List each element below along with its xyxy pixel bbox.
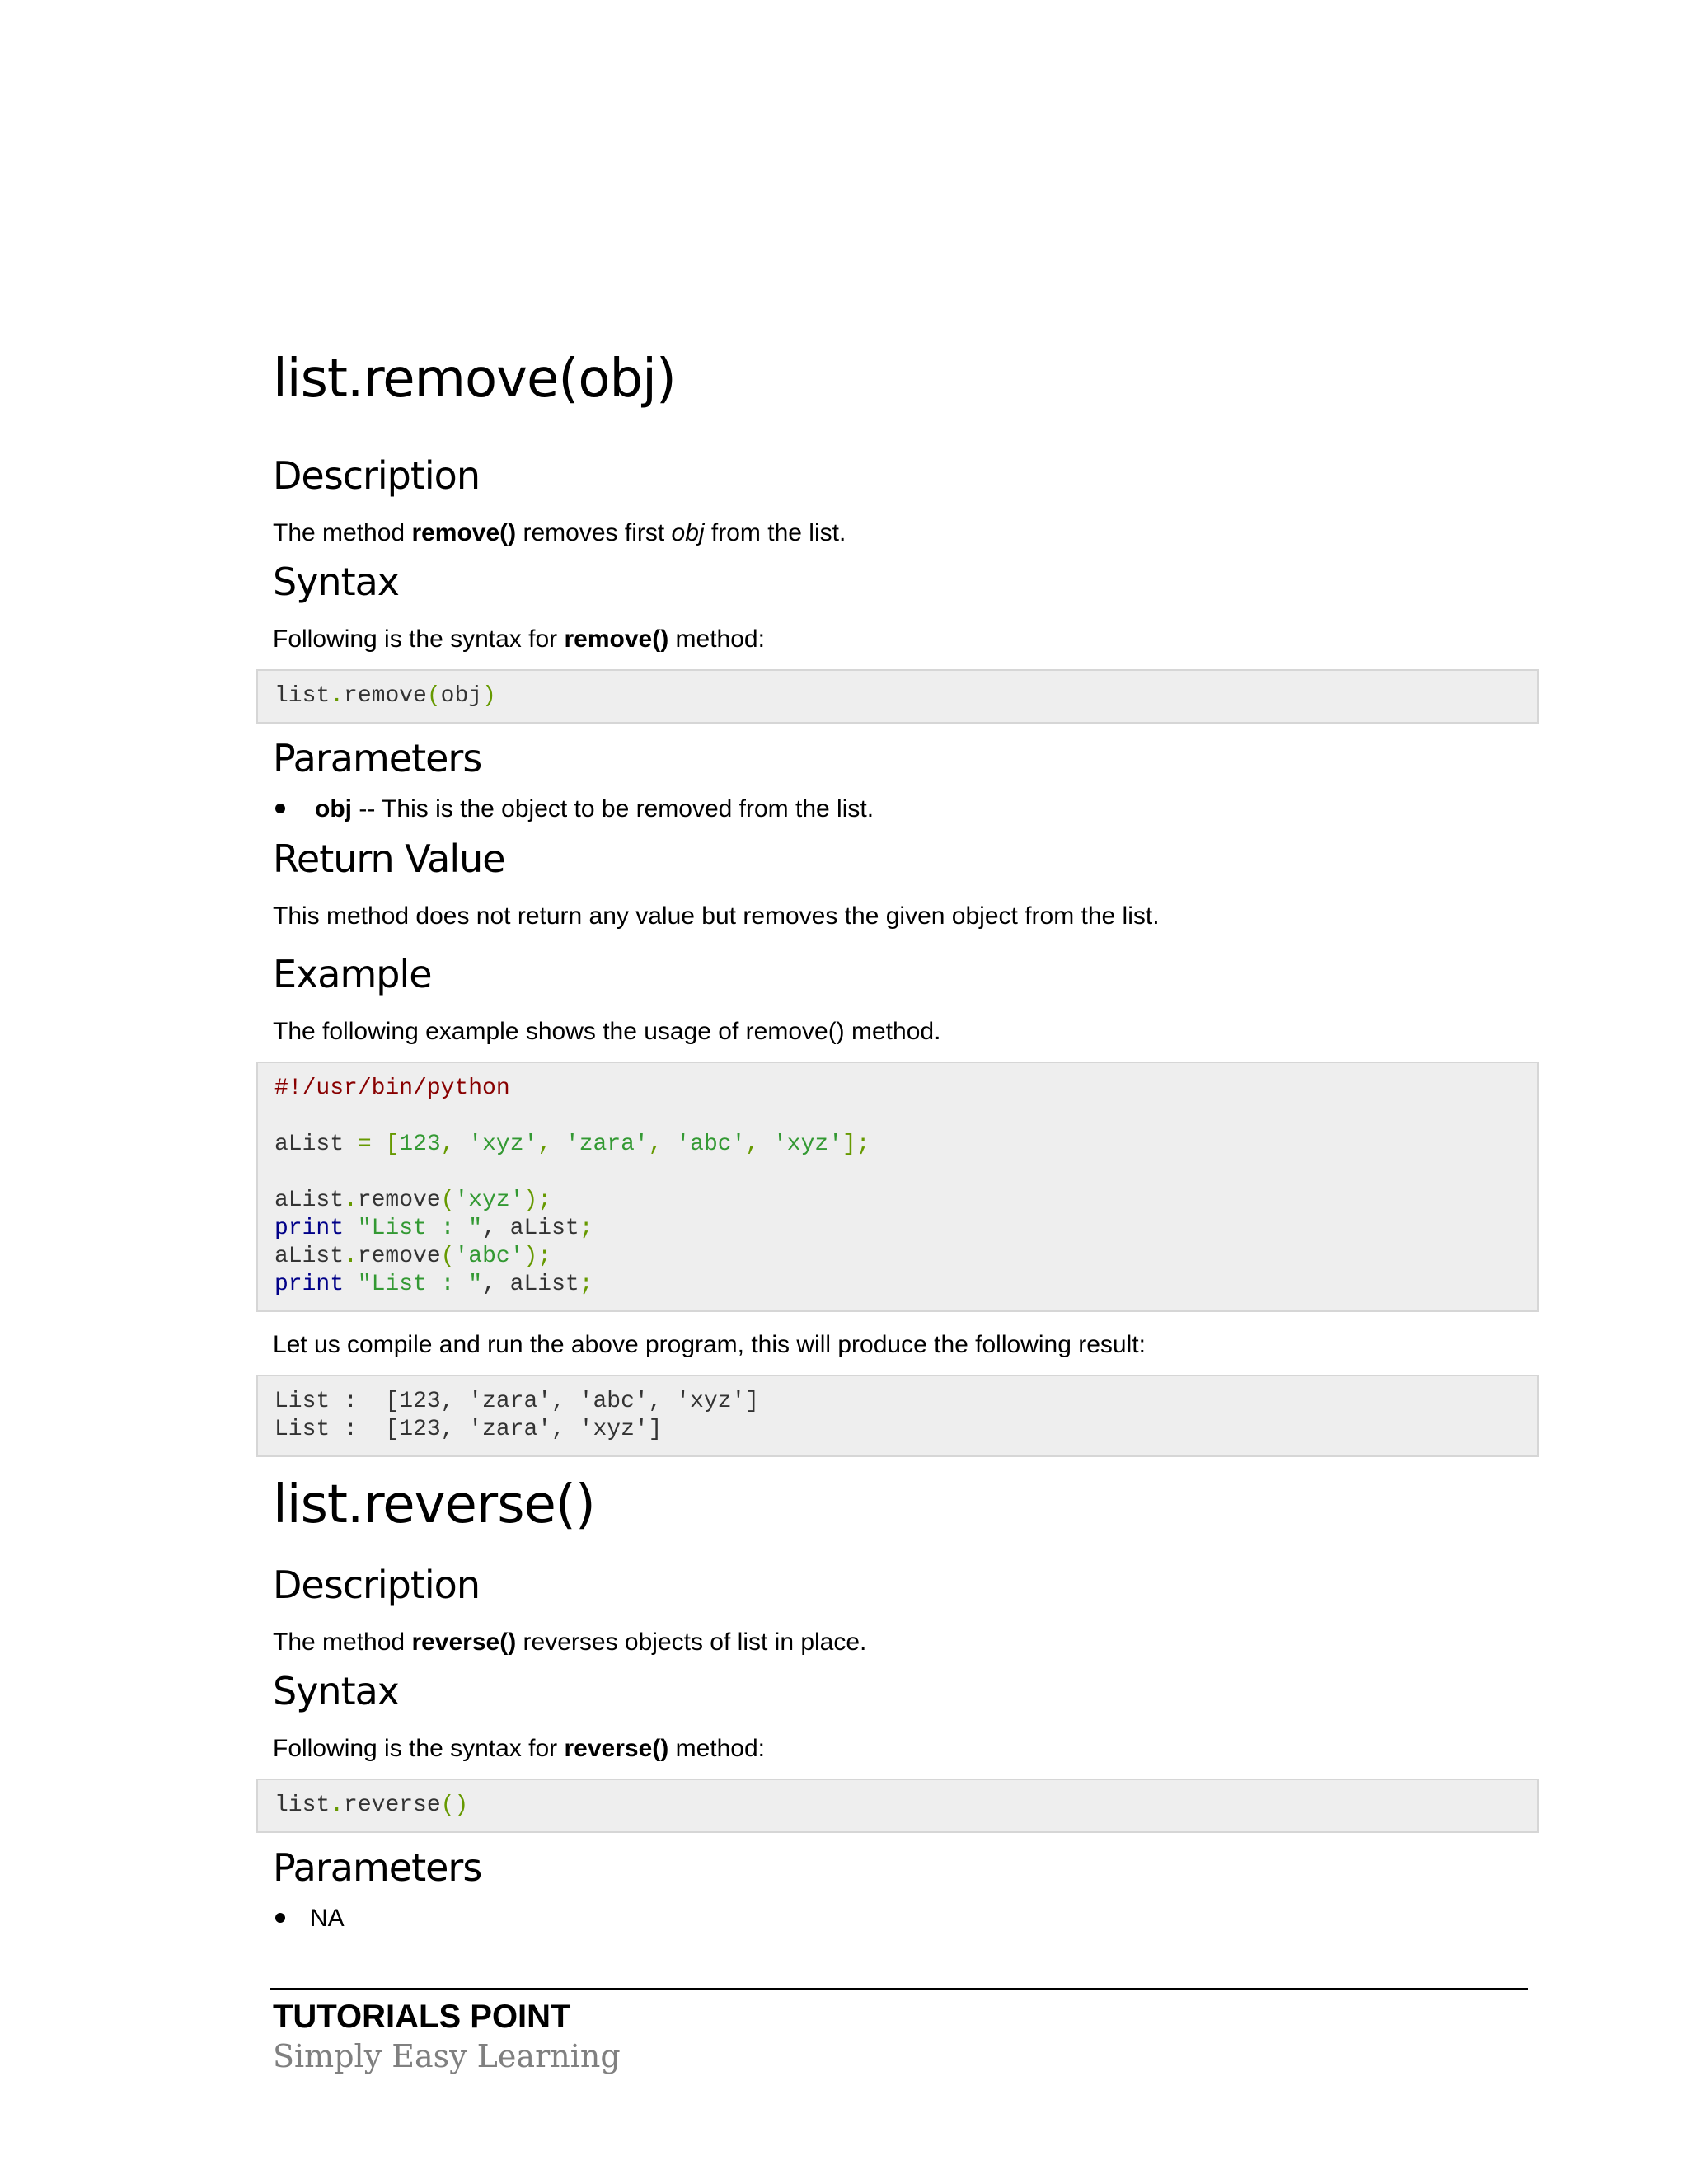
section-title: list.reverse() bbox=[273, 1474, 595, 1535]
syntax-heading: Syntax bbox=[273, 560, 400, 604]
example-intro: The following example shows the usage of remove() method. bbox=[273, 1018, 941, 1045]
description-heading: Description bbox=[273, 1563, 480, 1607]
syntax-intro: Following is the syntax for remove() method: bbox=[273, 626, 765, 653]
description-text: The method remove() removes first obj from the list. bbox=[273, 519, 846, 546]
parameter-item: obj -- This is the object to be removed from the list. bbox=[273, 793, 874, 826]
syntax-intro: Following is the syntax for reverse() method: bbox=[273, 1735, 765, 1762]
section-title: list.remove(obj) bbox=[273, 349, 676, 410]
syntax-code-block: list.remove(obj) bbox=[256, 669, 1539, 724]
return-value-text: This method does not return any value but removes the given object from the list. bbox=[273, 902, 1160, 930]
example-code-block: #!/usr/bin/python aList = [123, 'xyz', 'zara', 'abc', 'xyz']; aList.remove('xyz'); print "List : ", aList; aList.remove('abc'); print "List : ", aList; bbox=[256, 1062, 1539, 1312]
footer-tagline: Simply Easy Learning bbox=[273, 2038, 621, 2074]
syntax-code-block: list.reverse() bbox=[256, 1779, 1539, 1833]
footer-brand: TUTORIALS POINT bbox=[273, 1999, 571, 2035]
result-output-block: List : [123, 'zara', 'abc', 'xyz'] List : [123, 'zara', 'xyz'] bbox=[256, 1375, 1539, 1457]
result-intro: Let us compile and run the above program, this will produce the following result: bbox=[273, 1331, 1146, 1358]
example-heading: Example bbox=[273, 952, 432, 996]
bullet-icon bbox=[275, 1913, 285, 1923]
bullet-icon bbox=[275, 804, 285, 813]
parameters-heading: Parameters bbox=[273, 736, 482, 780]
description-heading: Description bbox=[273, 453, 480, 498]
parameters-heading: Parameters bbox=[273, 1845, 482, 1890]
footer-divider bbox=[270, 1988, 1528, 1990]
parameter-item: NA bbox=[273, 1902, 345, 1935]
description-text: The method reverse() reverses objects of list in place. bbox=[273, 1629, 867, 1656]
return-value-heading: Return Value bbox=[273, 837, 505, 881]
syntax-heading: Syntax bbox=[273, 1669, 400, 1713]
